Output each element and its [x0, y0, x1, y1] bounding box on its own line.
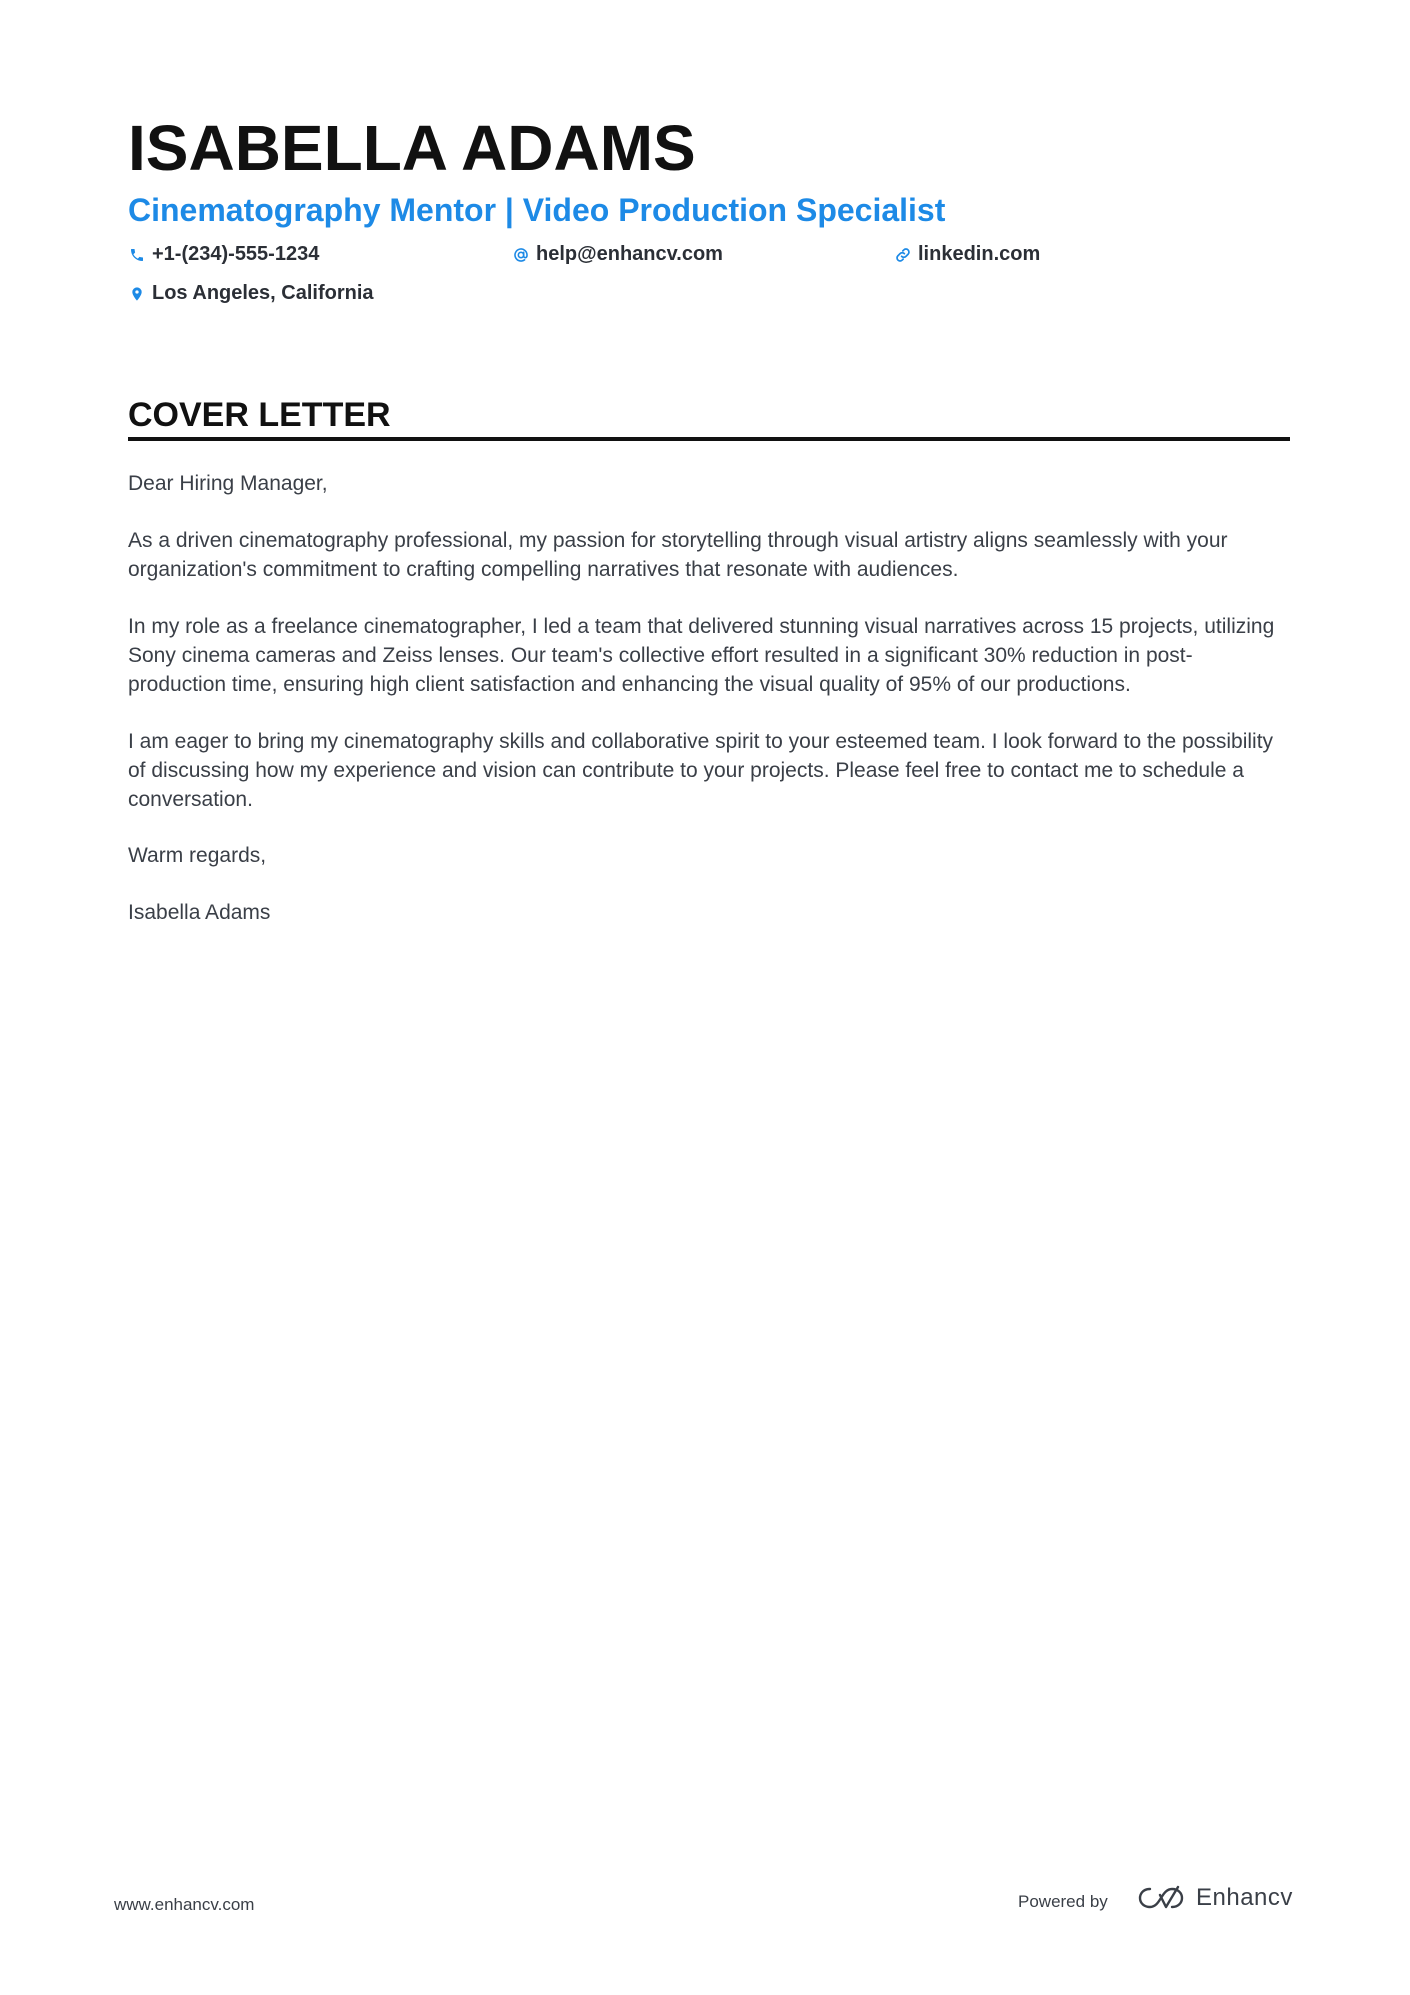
- at-icon: [512, 246, 530, 264]
- letter-signature: Isabella Adams: [128, 901, 271, 924]
- location-pin-icon: [128, 285, 146, 303]
- footer-website-link[interactable]: www.enhancv.com: [114, 1895, 255, 1914]
- enhancv-logo-icon: [1138, 1885, 1184, 1911]
- phone-value: +1-(234)-555-1234: [152, 243, 320, 265]
- section-divider: [128, 437, 1290, 441]
- contact-website: [894, 243, 1040, 266]
- phone-icon: [128, 246, 146, 264]
- email-value: help@enhancv.com: [536, 243, 723, 265]
- enhancv-brand[interactable]: [1138, 1884, 1293, 1912]
- candidate-title: Cinematography Mentor | Video Production Specialist: [128, 192, 946, 228]
- candidate-name: ISABELLA ADAMS: [128, 112, 696, 184]
- letter-paragraph: In my role as a freelance cinematographer, I led a team that delivered stunning visual narratives across 15 projects, utilizing Sony cinema cameras and Zeiss lenses. Our team's collective effort resulted in a significant 30% reduction in post-production time, ensuring high client satisfaction and enhancing the visual quality of 95% of our productions.: [128, 615, 1275, 696]
- letter-greeting: Dear Hiring Manager,: [128, 472, 328, 495]
- contact-email: [512, 243, 723, 266]
- contact-phone: [128, 243, 319, 266]
- letter-paragraph: As a driven cinematography professional, my passion for storytelling through visual artistry aligns seamlessly with your organization's commitment to crafting compelling narratives that resonate with audiences.: [128, 529, 1228, 581]
- enhancv-brand-name: Enhancv: [1196, 1884, 1293, 1911]
- website-value: linkedin.com: [918, 243, 1041, 265]
- letter-paragraph: I am eager to bring my cinematography skills and collaborative spirit to your esteemed team. I look forward to the possibility of discussing how my experience and vision can contribute to your projects. Please feel free to contact me to schedule a conversation.: [128, 730, 1274, 811]
- powered-by-label: Powered by: [1018, 1892, 1108, 1911]
- link-icon: [894, 246, 912, 264]
- contact-location: [128, 282, 374, 305]
- location-value: Los Angeles, California: [152, 282, 374, 304]
- letter-closing: Warm regards,: [128, 844, 267, 867]
- section-title: COVER LETTER: [128, 396, 391, 434]
